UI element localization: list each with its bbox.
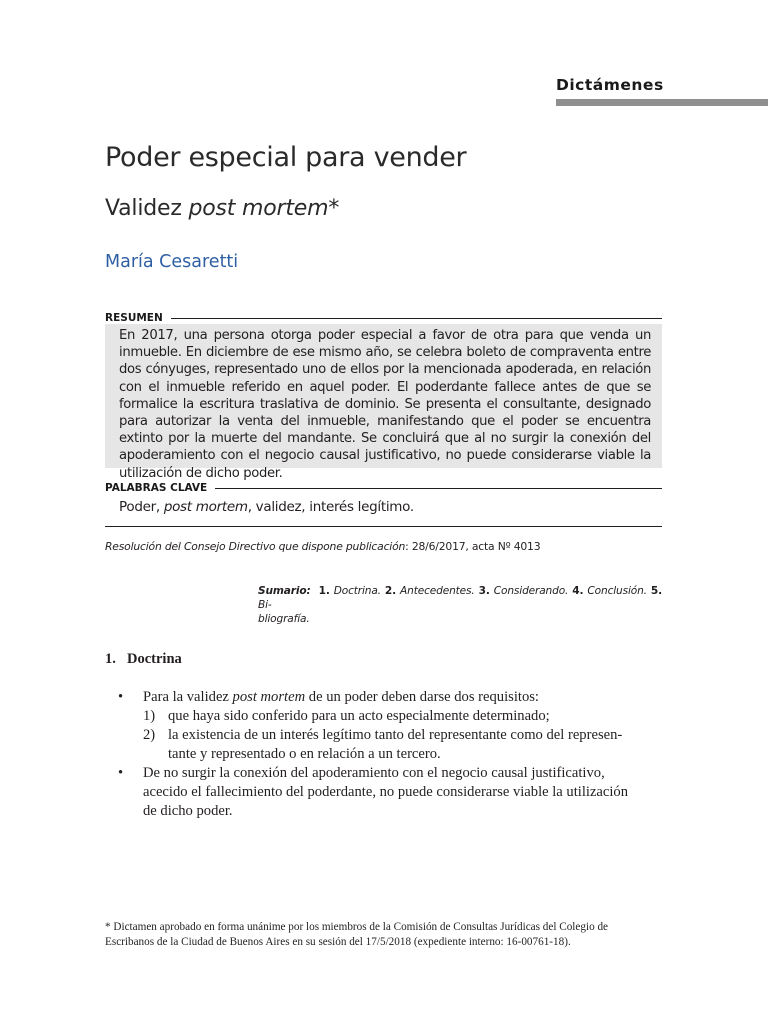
sumario-item-1: Doctrina. (333, 585, 381, 597)
resumen-label: RESUMEN (105, 312, 163, 324)
article-title: Poder especial para vender (105, 142, 467, 173)
keywords-heading (105, 481, 662, 495)
resumen-rule (171, 318, 662, 319)
sub-item-2-number: 2) (143, 727, 156, 743)
bullet-2-line-3: de dicho poder. (143, 803, 233, 819)
subtitle-plain: Validez (105, 196, 189, 221)
subtitle-italic: post mortem (188, 196, 329, 221)
bullet-2: • (118, 765, 124, 781)
section-heading (105, 651, 182, 668)
resumen-heading (105, 311, 662, 325)
footnote-mark: * (328, 196, 340, 221)
sumario-num-5: 5. (650, 585, 663, 597)
sumario-continuation: bliografía. (258, 613, 310, 625)
abstract-box (105, 324, 662, 481)
section-number: 1. (105, 651, 116, 667)
sub-item-2-line-1: la existencia de un interés legítimo tanto del representante como del represen- (168, 727, 623, 743)
resolution-value: : 28/6/2017, acta Nº 4013 (405, 540, 541, 553)
sumario-num-4: 4. (572, 585, 584, 597)
keywords-rule (215, 488, 662, 489)
resolution-line (105, 540, 540, 553)
sub-item-1-number: 1) (143, 708, 156, 724)
sumario-item-4: Conclusión. (587, 585, 647, 597)
section-label: Dictámenes (556, 76, 664, 94)
footnote-line-2: Escribanos de la Ciudad de Buenos Aires en su sesión del 17/5/2018 (expediente interno: 16-00761-18). (105, 936, 571, 948)
sumario-num-2: 2. (384, 585, 397, 597)
keywords-italic: post mortem (163, 499, 248, 515)
header-bar (556, 99, 768, 106)
article-subtitle (105, 196, 339, 221)
sumario-item-2: Antecedentes. (400, 585, 475, 597)
section-title: Doctrina (127, 651, 182, 667)
abstract-text: En 2017, una persona otorga poder especial a favor de otra para que venda un inmueble. En diciembre de ese mismo año, se celebra boleto de compraventa entre dos cónyuges, representado uno de ellos por la mencionada apoderada, en relación con el inmueble referido en aquel poder. El poderdante fallece antes de que se formalice la escritura traslativa de dominio. Se presenta el consultante, designado para autorizar la venta del inmueble, manifestando que el poder se encuentra extinto por la muerte del mandante. Se concluirá que al no surgir la conexión del apoderamiento con el negocio causal justificativo, no puede considerarse viable la utilización de dicho poder. (119, 328, 651, 481)
sumario-item-5: Bi- (258, 599, 272, 611)
bullet-1: • (118, 689, 124, 705)
author-name: María Cesaretti (105, 252, 239, 272)
sumario (258, 584, 662, 626)
sumario-item-3: Considerando. (493, 585, 569, 597)
keywords-label: PALABRAS CLAVE (105, 482, 208, 494)
bullet-1-text (143, 688, 662, 707)
bullet-1-before: Para la validez (143, 689, 233, 705)
keywords-after: , validez, interés legítimo. (247, 499, 414, 515)
sub-item-2-line-2: tante y representado o en relación a un tercero. (168, 746, 441, 762)
bullet-1-italic: post mortem (232, 689, 306, 705)
resolution-label: Resolución del Consejo Directivo que dispone publicación (105, 540, 406, 553)
sumario-label: Sumario: (258, 585, 311, 597)
bullet-1-after: de un poder deben darse dos requisitos: (305, 689, 539, 705)
keywords-text (119, 499, 414, 515)
sumario-num-3: 3. (478, 585, 490, 597)
bullet-2-line-2: acecido el fallecimiento del poderdante, no puede considerarse viable la utilización (143, 784, 629, 800)
keywords-before: Poder, (119, 499, 164, 515)
sub-item-1-text: que haya sido conferido para un acto especialmente determinado; (168, 708, 550, 724)
footnote (105, 920, 662, 950)
sumario-num-1: 1. (318, 585, 330, 597)
footnote-line-1: * Dictamen aprobado en forma unánime por los miembros de la Comisión de Consultas Jurídicas del Colegio de (105, 921, 609, 933)
keywords-bottom-rule (105, 526, 662, 527)
bullet-2-line-1: De no surgir la conexión del apoderamiento con el negocio causal justificativo, (143, 765, 605, 781)
